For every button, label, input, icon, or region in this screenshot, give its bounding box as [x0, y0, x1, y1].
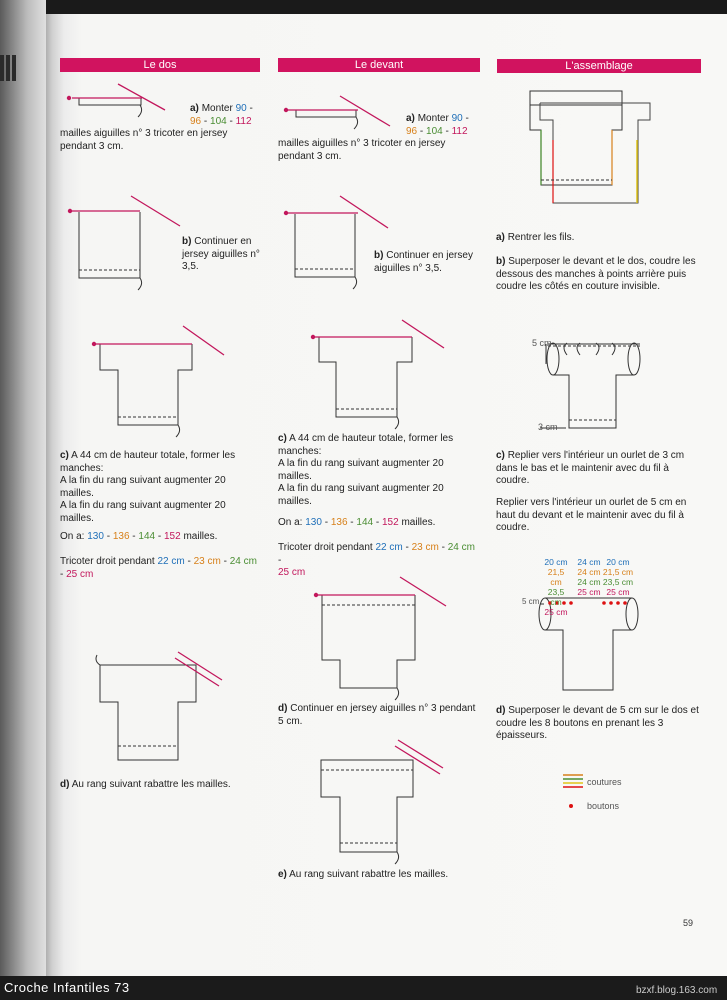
legend-coutures: coutures	[587, 777, 622, 787]
devant-step-c-diagram	[315, 320, 444, 429]
dos-text-d: d) Au rang suivant rabattre les mailles.	[60, 779, 231, 790]
devant-step-d-diagram	[318, 577, 446, 700]
header-le-dos: Le dos	[60, 58, 260, 72]
dos-text-ona: On a: 130 - 136 - 144 - 152 mailles.	[60, 531, 218, 542]
label-3cm: 3 cm	[538, 422, 558, 432]
devant-text-e: e) Au rang suivant rabattre les mailles.	[278, 869, 449, 880]
devant-text-b: b) Continuer en jersey aiguilles n° 3,5.	[374, 250, 473, 274]
assemblage-step-a-diagram	[530, 91, 650, 203]
dos-text-c: c) A 44 cm de hauteur totale, former les manches: A la fin du rang suivant augmenter 20 mailles. A la fin du rang suivant augmenter 20 mailles.	[60, 450, 236, 524]
assemblage-text-c: c) Replier vers l'intérieur un ourlet de 3 cm dans le bas et le maintenir avec du fil à coudre.	[496, 450, 685, 486]
dos-text-tricoter: Tricoter droit pendant 22 cm - 23 cm - 24 cm - 25 cm	[60, 556, 257, 580]
header-le-devant: Le devant	[278, 58, 480, 72]
header-assemblage: L'assemblage	[497, 59, 701, 73]
devant-text-ona: On a: 130 - 136 - 144 - 152 mailles.	[278, 517, 436, 528]
page-number: 59	[683, 918, 694, 928]
dos-step-b-diagram	[72, 196, 180, 290]
devant-text-d: d) Continuer en jersey aiguilles n° 3 pendant 5 cm.	[278, 703, 476, 727]
assemblage-step-c-diagram	[540, 343, 640, 428]
devant-text-tricoter: Tricoter droit pendant 22 cm - 23 cm - 24 cm - 25 cm	[278, 542, 475, 578]
meas-col-mid: 24 cm 24 cm 24 cm 25 cm	[577, 557, 601, 597]
meas-col-right: 20 cm 21,5 cm 23,5 cm 25 cm	[602, 557, 634, 597]
devant-text-c: c) A 44 cm de hauteur totale, former les manches: A la fin du rang suivant augmenter 20 mailles. A la fin du rang suivant augmenter 20 mailles.	[278, 433, 454, 507]
devant-text-a: a) Monter 90 - 96 - 104 - 112 mailles aiguilles n° 3 tricoter en jersey pendant 3 cm.	[278, 113, 469, 162]
assemblage-text-d: d) Superposer le devant de 5 cm sur le dos et coudre les 8 boutons en prenant les 3 épaisseurs.	[496, 705, 699, 741]
dos-step-d-diagram	[96, 652, 222, 760]
dos-text-a: a) Monter 90 - 96 - 104 - 112 mailles aiguilles n° 3 tricoter en jersey pendant 3 cm.	[60, 103, 253, 152]
assemblage-text-b: b) Superposer le devant et le dos, coudre les dessous des manches à points arrière puis coudre les côtés en couture invisible.	[496, 256, 696, 292]
label-5cm-top: 5 cm	[532, 338, 552, 348]
meas-col-left: 20 cm 21,5 cm 23,5 cm 25 cm	[544, 557, 568, 617]
brand-title: Croche Infantiles 73	[4, 980, 130, 995]
dos-step-c-diagram	[96, 326, 224, 437]
devant-step-b-diagram	[288, 196, 388, 289]
assemblage-text-c2: Replier vers l'intérieur un ourlet de 5 cm en haut du devant et le maintenir avec du fil à coudre.	[496, 497, 687, 533]
dos-text-b: b) Continuer en jersey aiguilles n° 3,5.	[182, 236, 260, 272]
assemblage-text-a: a) Rentrer les fils.	[496, 232, 575, 243]
blog-watermark: bzxf.blog.163.com	[636, 985, 718, 996]
devant-step-e-diagram	[321, 740, 443, 864]
label-5cm-bottom: 5 cm	[522, 597, 540, 606]
legend-boutons: boutons	[587, 801, 620, 811]
